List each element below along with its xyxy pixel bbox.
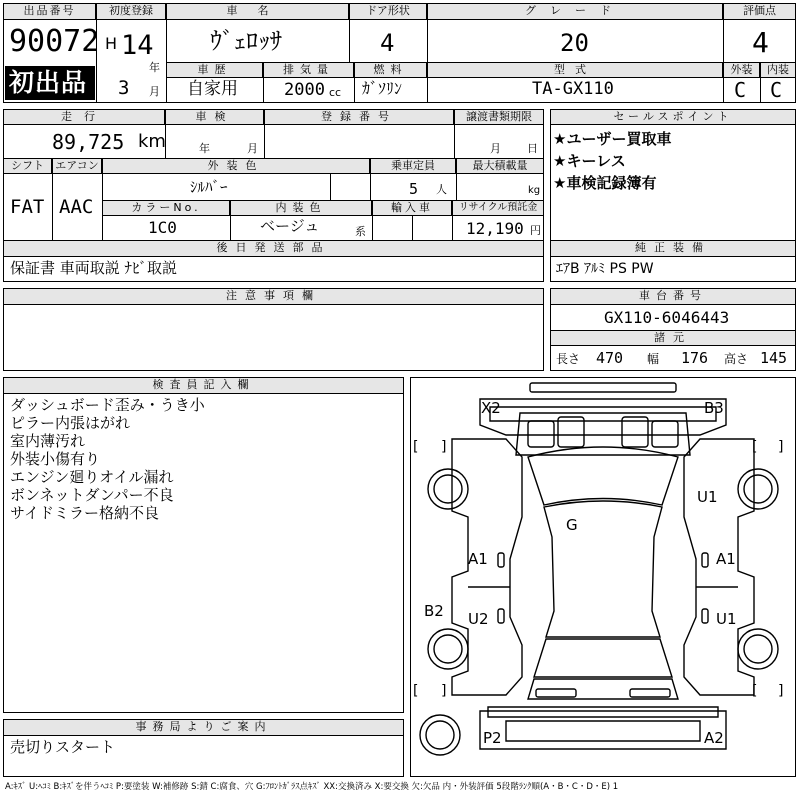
era: H [105,34,118,53]
damage-mark-a1-left: A1 [468,550,488,568]
equipment: ｴｱB ｱﾙﾐ PS PW [556,261,654,277]
equipment-label: 純正装備 [550,240,796,257]
fuel-label: 燃料 [354,62,427,78]
length: 470 [596,349,624,367]
model: TA-GX110 [532,79,614,99]
model-label: 型式 [427,62,723,78]
bracket-close: ] [778,439,784,455]
damage-mark-a1-right: A1 [716,550,736,568]
mileage-label: 走行 [3,109,165,125]
interior-color: ベージュ [260,217,320,235]
office-label: 事務局よりご案内 [3,719,404,736]
later-parts: 保証書 車両取説 ﾅﾋﾞ取説 [10,259,178,277]
damage-mark-g: G [566,516,578,534]
transfer-day-unit: 日 [527,142,538,155]
score-label: 評価点 [723,3,796,20]
exterior-color: ｼﾙﾊﾞｰ [190,178,228,196]
year-unit: 年 [149,61,160,74]
registration-year: 14 [121,30,154,61]
inspector-line: 室内薄汚れ [10,432,86,450]
first-listing-text: 初出品 [9,68,88,97]
displacement: 2000 [284,80,325,100]
car-name: ｳﾞｪﾛｯｻ [210,27,282,55]
inspector-line: 外装小傷有り [10,450,101,468]
shift: FAT [10,196,45,218]
width-label: 幅 [647,352,660,366]
recycle-deposit: 12,190 [466,219,524,238]
damage-mark-b3: B3 [704,399,724,417]
later-parts-label: 後日発送部品 [3,240,544,257]
max-load-unit: kg [528,185,541,196]
inspector-label: 検査員記入欄 [3,377,404,394]
lot-number: 90072 [9,24,100,59]
registration-number-label: 登録番号 [264,109,454,125]
interior-grade: C [770,78,783,102]
fuel: ｶﾞｿﾘﾝ [362,79,403,98]
bracket-close: ] [441,683,447,699]
width: 176 [681,349,709,367]
aircon-label: エアコン [52,158,102,174]
interior-color-unit: 系 [355,225,366,238]
aircon: AAC [59,196,94,218]
exterior-label: 外装 [723,62,760,78]
capacity-label: 乗車定員 [370,158,456,174]
sales-point-item: ★キーレス [553,152,626,170]
history-label: 車歴 [166,62,263,78]
sales-points-label: セールスポイント [550,109,796,125]
interior-label: 内装 [760,62,796,78]
history: 自家用 [187,79,238,99]
recycle-deposit-label: リサイクル預託金 [452,200,544,216]
damage-mark-x2: X2 [481,399,501,417]
inspector-line: エンジン廻りオイル漏れ [10,468,174,486]
score: 4 [752,26,769,59]
mileage-unit: km [138,131,166,152]
max-load-label: 最大積載量 [456,158,544,174]
interior-color-label: 内装色 [230,200,372,216]
grade-label: グレード [427,3,723,20]
door-type-label: ドア形状 [349,3,427,20]
capacity-unit: 人 [436,183,447,196]
bracket-open: [ [413,439,419,455]
height: 145 [760,349,788,367]
spec-label: 諸元 [550,330,796,346]
bracket-close: ] [441,439,447,455]
exterior-grade: C [734,78,747,102]
displacement-label: 排気量 [263,62,354,78]
inspector-line: サイドミラー格納不良 [10,504,159,522]
bracket-open: [ [752,683,758,699]
displacement-unit: cc [329,86,342,99]
sales-point-item: ★車検記録簿有 [553,174,657,192]
door-count: 4 [380,29,395,57]
car-name-label: 車名 [166,3,349,20]
car-damage-diagram [410,377,796,777]
damage-mark-u1-top: U1 [697,488,718,506]
transfer-month-unit: 月 [490,142,501,155]
chassis-number: GX110-6046443 [604,308,730,327]
capacity: 5 [409,180,419,198]
length-label: 長さ [556,352,581,366]
transfer-deadline-label: 譲渡書類期限 [454,109,544,125]
exterior-color-label: 外装色 [102,158,370,174]
inspector-line: ボンネットダンパー不良 [10,486,174,504]
inspection-label: 車検 [165,109,264,125]
shift-label: シフト [3,158,52,174]
grade: 20 [560,29,589,57]
inspection-month-unit: 月 [247,142,258,155]
chassis-number-label: 車台番号 [550,288,796,305]
inspector-line: ピラー内張はがれ [10,414,131,432]
damage-mark-u2: U2 [468,610,489,628]
legend: A:ｷｽﾞ U:ﾍｺﾐ B:ｷｽﾞを伴うﾍｺﾐ P:要塗装 W:補修跡 S:錆 C:腐食、穴 G:ﾌﾛﾝﾄｶﾞﾗｽ点ｷｽﾞ XX:交換済み X:要交換 欠:欠品 内・外装評価 5段階ﾗﾝｸ順(A・B・C・D・E) 1 [5,782,619,792]
month-unit: 月 [149,85,160,98]
height-label: 高さ [724,352,749,366]
notes-label: 注意事項欄 [3,288,544,305]
sales-point-item: ★ユーザー買取車 [553,130,672,148]
lot-number-label: 出品番号 [3,3,96,20]
bracket-close: ] [778,683,784,699]
damage-mark-a2: A2 [704,729,724,747]
mileage: 89,725 [52,130,125,154]
color-number-label: カラーNo. [102,200,230,216]
office-message: 売切りスタート [10,738,116,756]
damage-mark-b2: B2 [424,602,444,620]
damage-mark-p2: P2 [483,729,502,747]
registration-month: 3 [118,77,130,99]
import-label: 輸入車 [372,200,452,216]
color-number: 1C0 [148,218,177,237]
bracket-open: [ [752,439,758,455]
inspection-year-unit: 年 [199,142,210,155]
recycle-unit: 円 [530,224,541,237]
damage-mark-u1-bottom: U1 [716,610,737,628]
inspector-line: ダッシュボード歪み・うき小 [10,396,205,414]
bracket-open: [ [413,683,419,699]
first-registration-label: 初度登録 [96,3,166,20]
